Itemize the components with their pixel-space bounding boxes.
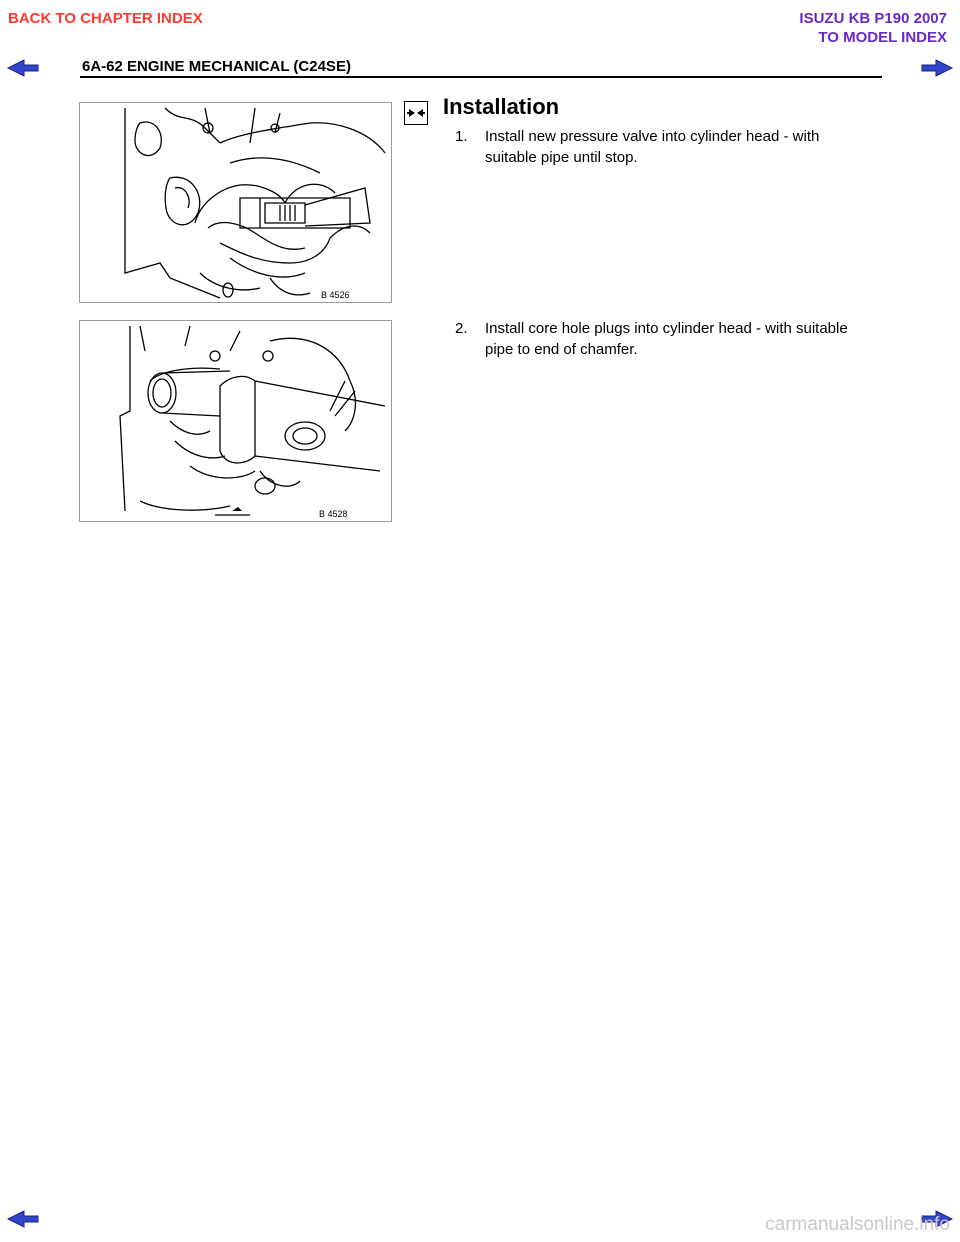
back-to-chapter-index-link[interactable]: BACK TO CHAPTER INDEX [8,10,203,27]
page-header-title: 6A-62 ENGINE MECHANICAL (C24SE) [82,58,351,75]
figure-code: B 4528 [319,509,348,519]
step-text-line: suitable pipe until stop. [485,149,638,166]
step-text-line: pipe to end of chamfer. [485,341,638,358]
step-number: 2. [455,320,468,337]
step-text [485,126,865,168]
next-page-arrow-icon[interactable] [920,59,954,77]
core-plug-illustration [80,321,391,521]
step-text-line: Install new pressure valve into cylinder head - with [485,128,820,145]
step-text [485,318,865,360]
section-title: Installation [443,94,560,119]
step-number: 1. [455,128,468,145]
site-watermark: carmanualsonline.info [765,1214,950,1235]
prev-page-arrow-icon[interactable] [6,1210,40,1228]
step-item [455,126,875,170]
model-title-link[interactable]: ISUZU KB P190 2007 [799,10,947,27]
step-text-line: Install core hole plugs into cylinder head - with suitable [485,320,848,337]
header-divider [80,76,882,78]
to-model-index-link[interactable]: TO MODEL INDEX [818,29,947,46]
figure-code: B 4526 [321,290,350,300]
figure-pressure-valve-install [79,102,392,303]
pressure-valve-illustration [80,103,391,302]
installation-icon [404,101,428,125]
prev-page-arrow-icon[interactable] [6,59,40,77]
step-item [455,318,875,362]
figure-core-plug-install [79,320,392,522]
